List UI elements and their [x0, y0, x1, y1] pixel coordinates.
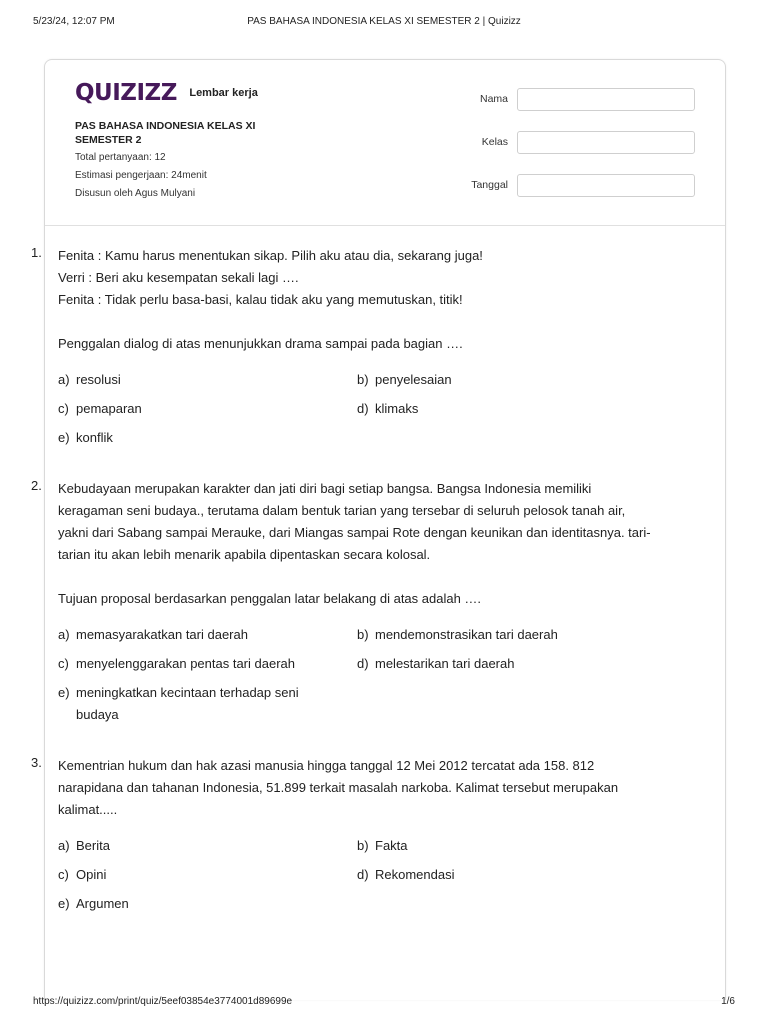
- question-passage: Kebudayaan merupakan karakter dan jati diri bagi setiap bangsa. Bangsa Indonesia memiliki keragaman seni budaya., terutama dalam bentuk tarian yang tersebar di seluruh pelosok tanah air, yakni dari Sabang sampai Merauke, dari Miangas sampai Rote dengan keunikan dan identitasnya. tari-tarian itu akan lebih menarik apabila dipentaskan secara kolosal.: [58, 481, 651, 562]
- options: [58, 369, 651, 449]
- option-c[interactable]: c) menyelenggarakan pentas tari daerah: [58, 656, 295, 671]
- dialog-line: Verri : Beri aku kesempatan sekali lagi ….: [58, 270, 299, 285]
- option-e[interactable]: e) konflik: [58, 430, 113, 445]
- question-passage: Kementrian hukum dan hak azasi manusia hingga tanggal 12 Mei 2012 tercatat ada 158. 812 narapidana dan tahanan Indonesia, 51.899 terkait masalah narkoba. Kalimat tersebut merupakan kalimat.....: [58, 758, 619, 817]
- question-text: [58, 245, 651, 355]
- options: [58, 624, 651, 724]
- date-field[interactable]: [517, 174, 695, 197]
- quiz-title: PAS BAHASA INDONESIA KELAS XI SEMESTER 2: [75, 120, 256, 146]
- print-header: [33, 16, 735, 30]
- quizizz-logo: QUIZIZZ: [75, 80, 177, 106]
- author: Disusun oleh Agus Mulyani: [75, 188, 196, 199]
- dialog-line: Fenita : Tidak perlu basa-basi, kalau tidak aku yang memutuskan, titik!: [58, 292, 463, 307]
- option-a[interactable]: a) resolusi: [58, 372, 121, 387]
- print-url: https://quizizz.com/print/quiz/5eef03854e3774001d89699e: [33, 996, 293, 1007]
- option-d[interactable]: d) Rekomendasi: [357, 867, 455, 882]
- option-b[interactable]: b) Fakta: [357, 838, 408, 853]
- dialog-line: Fenita : Kamu harus menentukan sikap. Pilih aku atau dia, sekarang juga!: [58, 248, 483, 263]
- print-datetime: 5/23/24, 12:07 PM: [33, 16, 115, 27]
- option-d[interactable]: d) melestarikan tari daerah: [357, 656, 515, 671]
- option-d[interactable]: d) klimaks: [357, 401, 419, 416]
- question-number: 1.: [31, 245, 42, 260]
- question-2: [31, 478, 651, 724]
- class-label: Kelas: [481, 136, 508, 148]
- worksheet-label: Lembar kerja: [189, 87, 258, 99]
- question-prompt: Tujuan proposal berdasarkan penggalan latar belakang di atas adalah ….: [58, 591, 482, 606]
- date-label: Tanggal: [471, 179, 508, 191]
- question-text: [58, 755, 651, 821]
- option-b[interactable]: b) mendemonstrasikan tari daerah: [357, 627, 558, 642]
- option-c[interactable]: c) Opini: [58, 867, 107, 882]
- total-questions: Total pertanyaan: 12: [75, 152, 166, 163]
- question-text: [58, 478, 651, 610]
- option-b[interactable]: b) penyelesaian: [357, 372, 452, 387]
- worksheet-info: [45, 60, 725, 226]
- option-e[interactable]: e) Argumen: [58, 896, 129, 911]
- page-number: 1/6: [721, 996, 735, 1007]
- option-e[interactable]: e) meningkatkan kecintaan terhadap seni budaya: [58, 685, 299, 722]
- question-prompt: Penggalan dialog di atas menunjukkan drama sampai pada bagian ….: [58, 336, 463, 351]
- class-field[interactable]: [517, 131, 695, 154]
- time-estimate: Estimasi pengerjaan: 24menit: [75, 170, 207, 181]
- option-a[interactable]: a) Berita: [58, 838, 110, 853]
- options: [58, 835, 651, 915]
- option-a[interactable]: a) memasyarakatkan tari daerah: [58, 627, 248, 642]
- option-c[interactable]: c) pemaparan: [58, 401, 142, 416]
- print-footer: [33, 996, 735, 1010]
- question-1: [31, 245, 651, 449]
- question-3: [31, 755, 651, 915]
- question-number: 2.: [31, 478, 42, 493]
- print-doc-title: PAS BAHASA INDONESIA KELAS XI SEMESTER 2 | Quizizz: [247, 16, 521, 27]
- name-field[interactable]: [517, 88, 695, 111]
- name-label: Nama: [479, 93, 508, 105]
- logo-row: [75, 80, 258, 110]
- question-number: 3.: [31, 755, 42, 770]
